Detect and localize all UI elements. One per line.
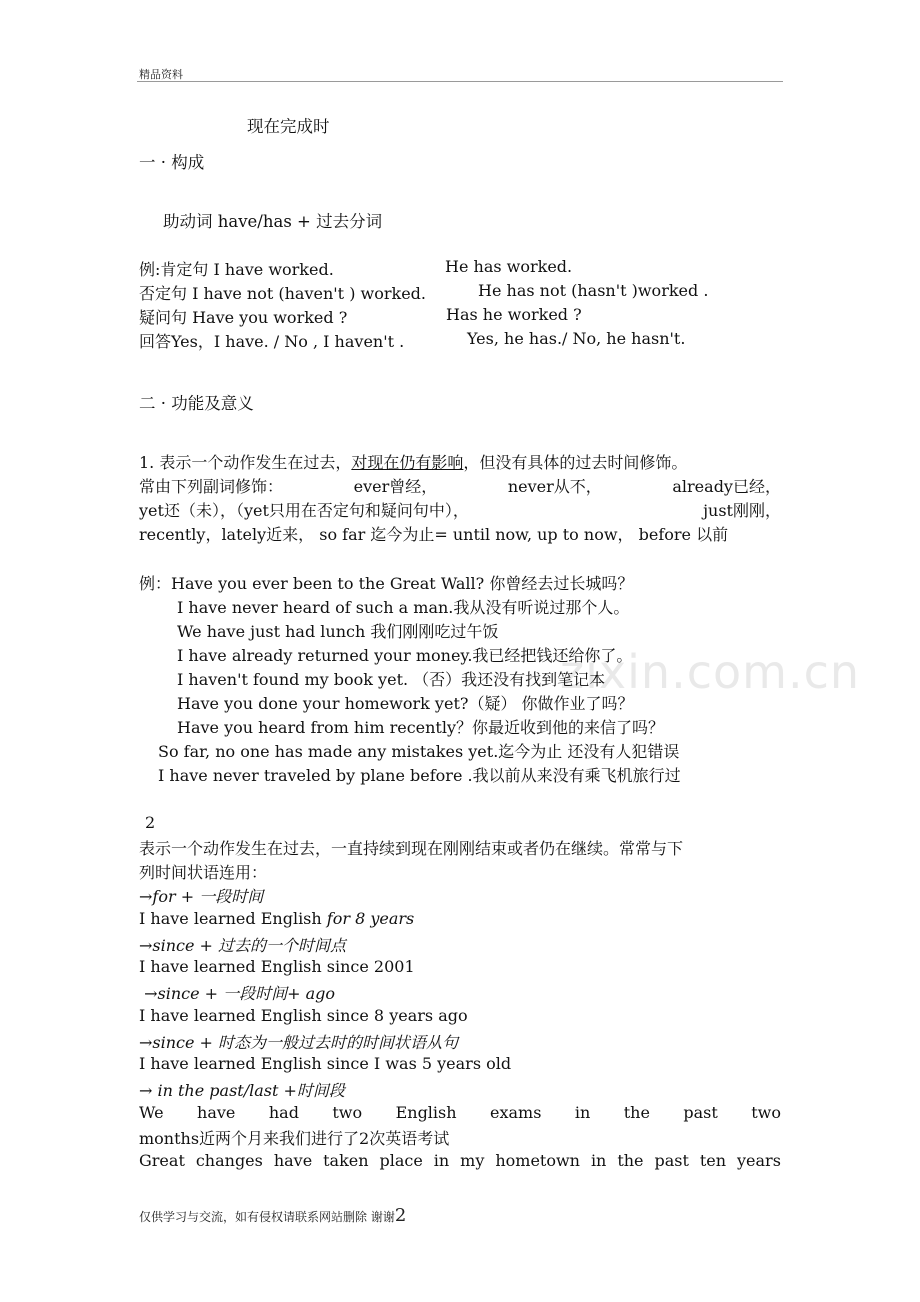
rule-for-example	[139, 909, 414, 928]
word: my	[460, 1151, 485, 1170]
example-negative-left: 否定句 I have not (haven't ) worked.	[139, 284, 426, 303]
rule-since-clause-example: I have learned English since I was 5 years old	[139, 1054, 512, 1073]
word: We	[139, 1103, 164, 1122]
adverb-already: already已经，	[672, 477, 781, 496]
usage-1-text-end: ，但没有具体的过去时间修饰。	[463, 453, 688, 472]
rule-in-the-past-example-line-1	[139, 1103, 781, 1122]
watermark: zixin.com.cn	[560, 645, 861, 699]
example-sentence-7: Have you heard from him recently？你最近收到他的来信了吗？	[177, 718, 665, 737]
word: the	[617, 1151, 644, 1170]
header-divider	[137, 81, 783, 82]
example-negative-right: He has not (hasn't )worked .	[478, 281, 709, 300]
example-sentence-8: So far, no one has made any mistakes yet.迄今为止 还没有人犯错误	[158, 742, 680, 761]
section-1-heading: 一 · 构成	[139, 153, 205, 172]
example-question-left: 疑问句 Have you worked ?	[139, 308, 348, 327]
page-header-text: 精品资料	[139, 68, 183, 81]
usage-1-line-4: recently，lately近来， so far 迄今为止= until now, up to now， before 以前	[139, 525, 729, 544]
word: taken	[323, 1151, 369, 1170]
word: years	[737, 1151, 781, 1170]
adverb-ever: ever曾经，	[353, 477, 438, 496]
example-question-right: Has he worked ?	[446, 305, 582, 324]
adverb-just: just刚刚，	[703, 501, 781, 520]
word: have	[273, 1151, 313, 1170]
rule-for: →for + 一段时间	[139, 887, 264, 906]
usage-1-text-start: 1. 表示一个动作发生在过去，	[139, 453, 352, 472]
usage-2-line-2: 列时间状语连用：	[139, 863, 268, 882]
rule-for-example-text: I have learned English	[139, 909, 327, 928]
adverb-intro: 常由下列副词修饰：	[139, 477, 284, 496]
word: in	[574, 1103, 591, 1122]
rule-for-example-italic: for 8 years	[326, 909, 415, 928]
word: changes	[195, 1151, 263, 1170]
rule-since-point: →since + 过去的一个时间点	[139, 936, 347, 955]
example-sentence-3: We have just had lunch 我们刚刚吃过午饭	[177, 622, 499, 641]
word: past	[683, 1103, 718, 1122]
example-sentence-5: I haven't found my book yet. （否）我还没有找到笔记本	[177, 670, 606, 689]
word: Great	[139, 1151, 185, 1170]
word: past	[654, 1151, 689, 1170]
document-title: 现在完成时	[247, 117, 330, 136]
word: had	[268, 1103, 299, 1122]
rule-in-the-past-example-line-2: months近两个月来我们进行了2次英语考试	[139, 1129, 450, 1148]
example-sentence-6: Have you done your homework yet?（疑） 你做作业了吗？	[177, 694, 634, 713]
adverb-never: never从不，	[507, 477, 602, 496]
word: ten	[699, 1151, 727, 1170]
example-sentence-4: I have already returned your money.我已经把钱还给你了。	[177, 646, 633, 665]
example-answer-left: 回答Yes，I have. / No , I haven't .	[139, 332, 405, 351]
adverb-yet: yet还（未），（yet只用在否定句和疑问句中），	[139, 501, 469, 520]
example-sentence-9: I have never traveled by plane before .我以前从来没有乘飞机旅行过	[158, 766, 681, 785]
word: two	[751, 1103, 781, 1122]
hometown-example-line	[139, 1151, 781, 1170]
usage-1-line-2	[139, 474, 781, 497]
rule-since-ago-example: I have learned English since 8 years ago	[139, 1006, 468, 1025]
footer-text: 仅供学习与交流，如有侵权请联系网站删除 谢谢	[139, 1210, 395, 1224]
example-affirmative-left: 例:肯定句 I have worked.	[139, 260, 334, 279]
formula-line: 助动词 have/has + 过去分词	[163, 212, 383, 231]
word: English	[395, 1103, 457, 1122]
example-sentence-2: I have never heard of such a man.我从没有听说过那个人。	[177, 598, 630, 617]
word: exams	[490, 1103, 542, 1122]
word: have	[197, 1103, 236, 1122]
section-2-heading: 二 · 功能及意义	[139, 394, 254, 413]
word: in	[433, 1151, 450, 1170]
word: hometown	[495, 1151, 580, 1170]
rule-in-the-past: → in the past/last +时间段	[139, 1081, 345, 1100]
word: place	[379, 1151, 423, 1170]
rule-since-clause: →since + 时态为一般过去时的时间状语从句	[139, 1033, 459, 1052]
usage-1-line-3	[139, 498, 781, 521]
example-answer-right: Yes, he has./ No, he hasn't.	[467, 329, 686, 348]
page-number: 2	[394, 1205, 407, 1226]
word: the	[623, 1103, 650, 1122]
usage-1-line-1	[139, 450, 687, 473]
word: two	[332, 1103, 363, 1122]
word: in	[590, 1151, 607, 1170]
rule-since-point-example: I have learned English since 2001	[139, 957, 415, 976]
usage-2-line-1: 表示一个动作发生在过去，一直持续到现在刚刚结束或者仍在继续。常常与下	[139, 839, 684, 858]
example-sentence-1: 例：Have you ever been to the Great Wall? 你曾经去过长城吗？	[139, 574, 634, 593]
example-affirmative-right: He has worked.	[445, 257, 573, 276]
usage-1-underlined: 对现在仍有影响	[351, 453, 464, 472]
rule-since-ago: →since + 一段时间+ ago	[139, 984, 336, 1003]
usage-2-number: 2	[145, 813, 156, 832]
page-footer	[139, 1205, 406, 1226]
